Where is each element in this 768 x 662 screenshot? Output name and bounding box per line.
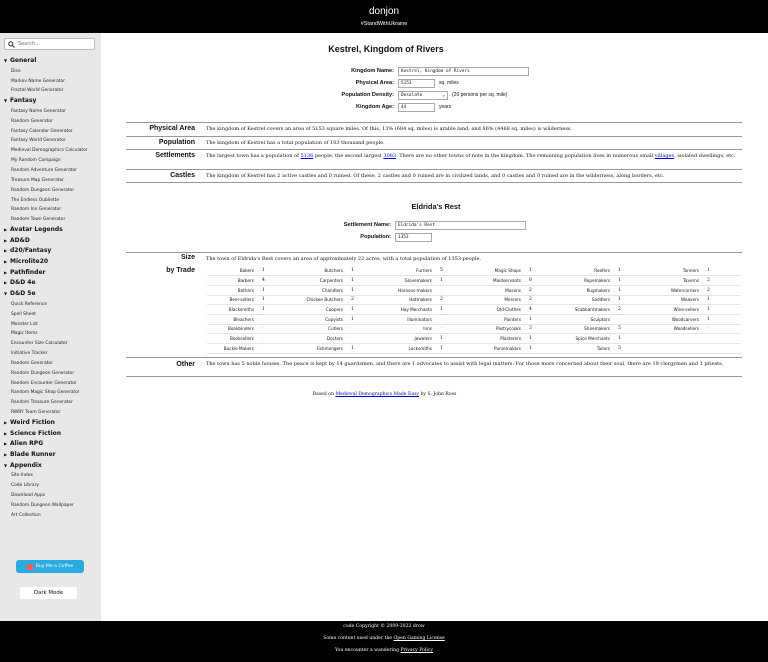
trade-count: 1	[348, 276, 385, 286]
sidebar-item[interactable]: Fantasy Calendar Generator	[11, 128, 73, 134]
trade-count: 1	[704, 305, 741, 315]
trade-name: Ropemakers	[563, 276, 615, 286]
sidebar-item[interactable]: Medieval Demographics Calculator	[11, 148, 88, 154]
trade-count: 2	[348, 295, 385, 305]
trade-name: Chandlers	[296, 285, 348, 295]
trade-name: Doctors	[296, 334, 348, 344]
trade-name: Painters	[474, 314, 526, 324]
trade-count: -	[348, 324, 385, 334]
sidebar-item[interactable]: Dice	[11, 68, 21, 74]
trade-name: Pursemakers	[474, 344, 526, 354]
trade-name: Wine-sellers	[652, 305, 704, 315]
trade-name: Woodcarvers	[652, 314, 704, 324]
trade-name: Scabbardmakers	[563, 305, 615, 315]
trade-count: 2	[437, 295, 474, 305]
table-row	[207, 266, 741, 276]
table-row	[207, 276, 741, 286]
sidebar-item[interactable]: Fantasy World Generator	[11, 138, 66, 144]
open-gaming-license-link[interactable]: Open Gaming License	[393, 636, 445, 641]
trade-name: Chicken Butchers	[296, 295, 348, 305]
trade-count: 1	[259, 285, 296, 295]
town-population-label: Population:	[360, 234, 391, 240]
trade-name: Furriers	[385, 266, 437, 276]
sidebar-section-label: Blade Runner	[10, 451, 56, 459]
triangle-right-icon: ▶	[4, 280, 8, 286]
sidebar-section[interactable]	[0, 450, 101, 461]
trade-name: Harness-makers	[385, 285, 437, 295]
trade-count: 2	[526, 285, 563, 295]
sidebar	[0, 33, 101, 621]
trade-heading: by Trade	[166, 267, 195, 274]
other-heading: Other	[176, 361, 195, 368]
castles-heading: Castles	[170, 172, 195, 179]
sidebar-section-label: Microlite20	[10, 258, 49, 266]
trade-count: -	[259, 334, 296, 344]
population-density-unit: (20 persons per sq. mile)	[452, 92, 508, 98]
sidebar-item[interactable]: Code Library	[11, 483, 39, 489]
trade-count: 5	[437, 266, 474, 276]
size-section	[126, 252, 742, 266]
trade-count: 3	[526, 324, 563, 334]
trade-name: Pastrycooks	[474, 324, 526, 334]
trade-name: Plasterers	[474, 334, 526, 344]
trade-count: 4	[259, 276, 296, 286]
size-heading: Size	[180, 254, 195, 261]
sidebar-item[interactable]: Random Adventure Generator	[11, 167, 77, 173]
settlements-text	[206, 153, 738, 160]
sidebar-section-label: D&D 4e	[10, 279, 36, 287]
sidebar-item[interactable]: Fractal World Generator	[11, 88, 64, 94]
sidebar-section-label: AD&D	[10, 236, 30, 244]
buy-me-a-coffee-button[interactable]	[16, 560, 84, 573]
trade-count: 1	[526, 266, 563, 276]
trade-count: 1	[615, 285, 652, 295]
table-row	[207, 334, 741, 344]
site-footer	[0, 621, 768, 662]
table-row	[207, 344, 741, 354]
trade-count: 1	[615, 334, 652, 344]
kingdom-title: Kestrel, Kingdom of Rivers	[328, 44, 444, 54]
triangle-right-icon: ▶	[4, 430, 8, 436]
kingdom-name-label: Kingdom Name:	[351, 68, 394, 74]
sidebar-section[interactable]	[0, 225, 101, 236]
copyright-line: code Copyright © 2009-2022 drow	[343, 624, 425, 629]
trade-name: Hay Merchants	[385, 305, 437, 315]
table-row	[207, 295, 741, 305]
dark-mode-button[interactable]: Dark Mode	[20, 587, 77, 599]
sidebar-item[interactable]: Encounter Size Calculator	[11, 341, 68, 347]
credit-suffix: by S. John Ross	[419, 392, 457, 397]
triangle-right-icon: ▶	[4, 259, 8, 265]
population-density-value: Desolate	[401, 92, 423, 98]
sidebar-item[interactable]: Random Encounter Generator	[11, 380, 77, 386]
trade-count: 1	[526, 344, 563, 354]
site-header	[0, 0, 768, 33]
trade-name: Glovemakers	[385, 276, 437, 286]
sidebar-section[interactable]	[0, 278, 101, 289]
trade-name: Jewelers	[385, 334, 437, 344]
physical-area-label: Physical Area:	[355, 80, 394, 86]
trade-name: Weavers	[652, 295, 704, 305]
settlements-text-part: , isolated dwellings, etc.	[674, 153, 736, 159]
trade-count: -	[259, 324, 296, 334]
trade-name: Masons	[474, 285, 526, 295]
trade-count: 1	[437, 305, 474, 315]
triangle-right-icon: ▶	[4, 269, 8, 275]
town-population-row	[313, 232, 432, 242]
population-density-label: Population Density:	[341, 92, 394, 98]
trade-name: Buckle Makers	[207, 344, 259, 354]
trade-count: 4	[526, 305, 563, 315]
trade-count: 1	[348, 266, 385, 276]
sidebar-section[interactable]	[0, 246, 101, 257]
demographics-link[interactable]: Medieval Demographics Made Easy	[335, 392, 420, 397]
trade-name: Cutlers	[296, 324, 348, 334]
trade-count: 1	[437, 344, 474, 354]
sidebar-section-label: d20/Fantasy	[10, 247, 52, 255]
kingdom-age-row	[298, 102, 451, 112]
settlements-text-part: The largest town has a population of	[206, 153, 301, 159]
other-text: The town has 5 noble houses. The peace is kept by 14 guardsmen, and there are 1 advocates to assist with legal matters. For those more concerned about their soul, there are 19 clergymen and 1 priests.	[206, 361, 724, 367]
sidebar-item[interactable]: Initiative Tracker	[11, 351, 48, 357]
population-density-select[interactable]	[398, 91, 448, 100]
settlement-name-row	[313, 220, 526, 230]
physical-area-heading: Physical Area	[149, 125, 195, 132]
trade-count: 2	[704, 285, 741, 295]
sidebar-item[interactable]: Art Collection	[11, 512, 41, 518]
trade-count: 1	[259, 266, 296, 276]
trade-table	[207, 266, 741, 354]
sidebar-item[interactable]: Random Dungeon Wallpaper	[11, 502, 74, 508]
trade-count: 3	[615, 344, 652, 354]
sidebar-item[interactable]: Random Magic Shop Generator	[11, 390, 80, 396]
table-row	[207, 305, 741, 315]
settlement-name-label: Settlement Name:	[343, 222, 391, 228]
sidebar-item[interactable]: Random Generator	[11, 360, 53, 366]
sidebar-item[interactable]: Magic Items	[11, 331, 38, 337]
trade-count: -	[348, 334, 385, 344]
credit-prefix: Based on	[312, 392, 336, 397]
sidebar-section[interactable]	[0, 236, 101, 247]
largest-town-link[interactable]: 5136	[300, 153, 314, 159]
settlements-text-part: . There are no other towns of note in the kingdom. The remaining population lives in numerous small	[396, 153, 655, 159]
triangle-right-icon: ▶	[4, 452, 8, 458]
sidebar-section-label: Fantasy	[10, 97, 37, 105]
sidebar-section[interactable]	[0, 429, 101, 440]
sidebar-item[interactable]: Monster List	[11, 321, 38, 327]
sidebar-section[interactable]	[0, 461, 101, 472]
triangle-down-icon: ▼	[4, 462, 8, 468]
trade-count: -	[437, 324, 474, 334]
trade-name: Bleachers	[207, 314, 259, 324]
trade-count: 1	[704, 266, 741, 276]
sidebar-section[interactable]	[0, 268, 101, 279]
trade-name: Spice Merchants	[563, 334, 615, 344]
sidebar-section[interactable]	[0, 289, 101, 300]
trade-count: 1	[615, 276, 652, 286]
sidebar-section[interactable]	[0, 257, 101, 268]
sidebar-section-label: Alien RPG	[10, 440, 44, 448]
search-box[interactable]	[4, 38, 95, 50]
trade-count: -	[704, 324, 741, 334]
coffee-cup-icon	[27, 564, 33, 570]
trade-name: Taverns	[652, 276, 704, 286]
trade-name: Barbers	[207, 276, 259, 286]
trade-name: Shoemakers	[563, 324, 615, 334]
credit-line	[101, 392, 668, 397]
kingdom-age-input[interactable]: 44	[398, 103, 435, 112]
physical-area-unit: sq. miles	[439, 80, 459, 86]
sidebar-section-label: Science Fiction	[10, 429, 62, 437]
trade-count: 1	[437, 334, 474, 344]
trade-count: 1	[437, 276, 474, 286]
sidebar-item[interactable]: Site Index	[11, 473, 33, 479]
trade-count: -	[259, 344, 296, 354]
trade-name: Inns	[385, 324, 437, 334]
trade-name: Illuminators	[385, 314, 437, 324]
triangle-right-icon: ▶	[4, 248, 8, 254]
triangle-down-icon: ▼	[4, 291, 8, 297]
trade-name: Woodsellers	[652, 324, 704, 334]
sidebar-section-label: Pathfinder	[10, 268, 46, 276]
trade-count: 1	[704, 295, 741, 305]
sidebar-section[interactable]	[0, 96, 101, 107]
privacy-policy-link[interactable]: Privacy Policy	[400, 648, 433, 653]
sidebar-section-label: Weird Fiction	[10, 418, 55, 426]
town-title: Eldrida's Rest	[411, 202, 461, 211]
physical-area-section	[126, 122, 742, 136]
triangle-right-icon: ▶	[4, 419, 8, 425]
sidebar-item[interactable]: My Random Campaign	[11, 158, 61, 164]
sidebar-item[interactable]: The Endless Oubliette	[11, 197, 60, 203]
trade-name: Tanners	[652, 266, 704, 276]
town-population-input[interactable]: 1353	[395, 233, 432, 242]
trade-count: 2	[615, 305, 652, 315]
trade-name: Bathers	[207, 285, 259, 295]
trade-name: Rugmakers	[563, 285, 615, 295]
trade-name: Tailors	[563, 344, 615, 354]
triangle-right-icon: ▶	[4, 441, 8, 447]
sidebar-section-label: General	[10, 57, 37, 64]
trade-name: Beer-sellers	[207, 295, 259, 305]
kingdom-name-input[interactable]: Kestrel, Kingdom of Rivers	[398, 67, 529, 76]
sidebar-section[interactable]	[0, 56, 101, 67]
trade-name: Sculptors	[563, 314, 615, 324]
settlements-section	[126, 149, 742, 169]
trade-count: -	[259, 314, 296, 324]
trade-count: 2	[704, 276, 741, 286]
castles-text: The kingdom of Kestrel has 2 active castles and 0 ruined. Of these, 2 castles and 0 ruined are in civilized lands, and 0 castles and 0 ruined are in the wilderness, along borders, etc.	[206, 173, 665, 179]
population-heading: Population	[158, 139, 195, 146]
trade-name: Booksellers	[207, 334, 259, 344]
castles-section	[126, 169, 742, 183]
triangle-right-icon: ▶	[4, 227, 8, 233]
sidebar-item[interactable]: Spell Sheet	[11, 311, 36, 317]
table-row	[207, 314, 741, 324]
trade-count: 1	[526, 334, 563, 344]
chevron-down-icon: ⌄	[442, 92, 445, 98]
sidebar-item[interactable]: RWBY Team Generator	[11, 410, 61, 416]
license-prefix: Some content used under the	[323, 636, 394, 641]
sidebar-section-label: Avatar Legends	[10, 226, 63, 234]
trade-count: 1	[704, 314, 741, 324]
coffee-label: Buy Me a Coffee	[35, 564, 74, 569]
triangle-right-icon: ▶	[4, 237, 8, 243]
sidebar-item[interactable]: Random Generator	[11, 118, 53, 124]
trade-count: -	[615, 314, 652, 324]
trade-name: Bookbinders	[207, 324, 259, 334]
triangle-down-icon: ▼	[4, 58, 8, 63]
search-input[interactable]	[18, 41, 88, 47]
sidebar-item[interactable]: Random Dungeon Generator	[11, 370, 75, 376]
trade-name: Maidservants	[474, 276, 526, 286]
sidebar-item[interactable]: Random Town Generator	[11, 217, 66, 223]
trade-count: 1	[615, 295, 652, 305]
trade-name: Bakers	[207, 266, 259, 276]
population-section	[126, 136, 742, 150]
trade-name: Hatmakers	[385, 295, 437, 305]
trade-count: 1	[259, 305, 296, 315]
main-content	[101, 33, 768, 621]
license-line	[0, 633, 768, 645]
sidebar-nav	[0, 56, 101, 521]
trade-count: 1	[348, 285, 385, 295]
sidebar-section[interactable]	[0, 439, 101, 450]
trade-count: 1	[348, 344, 385, 354]
search-icon	[8, 41, 15, 48]
trade-count: 1	[615, 266, 652, 276]
trade-name: Coopers	[296, 305, 348, 315]
trade-name: Mercers	[474, 295, 526, 305]
triangle-down-icon: ▼	[4, 98, 8, 104]
trade-name: Copyists	[296, 314, 348, 324]
trade-name: Fishmongers	[296, 344, 348, 354]
sidebar-item[interactable]: Random Dungeon Generator	[11, 187, 75, 193]
trade-name: Magic Shops	[474, 266, 526, 276]
trade-name	[652, 334, 704, 344]
table-row	[207, 324, 741, 334]
trade-count	[704, 344, 741, 354]
table-row	[207, 285, 741, 295]
population-density-row	[298, 90, 507, 100]
sidebar-section-label: D&D 5e	[10, 290, 36, 298]
size-text: The town of Eldrida's Rest covers an area of approximately 22 acres, with a total population of 1353 people.	[206, 256, 482, 262]
physical-area-row	[298, 78, 459, 88]
settlements-text-part: people, the second largest	[313, 153, 384, 159]
villages-link[interactable]: villages	[654, 153, 675, 159]
sidebar-section[interactable]	[0, 418, 101, 429]
trade-count: 2	[526, 295, 563, 305]
kingdom-name-row	[298, 66, 529, 76]
sidebar-item[interactable]: Download Apps	[11, 493, 46, 499]
second-town-link[interactable]: 3083	[383, 153, 397, 159]
trade-name: Locksmiths	[385, 344, 437, 354]
population-text: The kingdom of Kestrel has a total population of 103 thousand people.	[206, 140, 385, 146]
trade-name: Butchers	[296, 266, 348, 276]
settlement-name-input[interactable]: Eldrida's Rest	[395, 221, 526, 230]
trade-name: Saddlers	[563, 295, 615, 305]
sidebar-item[interactable]: Markov Name Generator	[11, 78, 65, 84]
trade-count: 5	[615, 324, 652, 334]
trade-count: 1	[526, 314, 563, 324]
other-section	[126, 357, 742, 377]
trade-name: Roofers	[563, 266, 615, 276]
physical-area-input[interactable]: 5153	[398, 79, 435, 88]
trade-name	[652, 344, 704, 354]
trade-count	[704, 334, 741, 344]
trade-count: 8	[526, 276, 563, 286]
sidebar-item[interactable]: Treasure Map Generator	[11, 177, 64, 183]
trade-count: 1	[348, 314, 385, 324]
trade-name: Carpenters	[296, 276, 348, 286]
trade-count: -	[437, 314, 474, 324]
trade-name: Old-Clothes	[474, 305, 526, 315]
sidebar-item[interactable]: Fantasy Name Generator	[11, 108, 66, 114]
sidebar-item[interactable]: Quick Reference	[11, 301, 47, 307]
trade-count: 1	[348, 305, 385, 315]
trade-name: Blacksmiths	[207, 305, 259, 315]
physical-area-text: The kingdom of Kestrel covers an area of 5153 square miles. Of this, 13% (684 sq. miles) is arable land, and 86% (4468 sq. miles) is wilderness.	[206, 126, 573, 132]
site-title[interactable]: donjon	[368, 6, 400, 17]
privacy-line	[0, 645, 768, 657]
settlements-heading: Settlements	[155, 152, 195, 159]
trade-count: -	[437, 285, 474, 295]
sidebar-section-label: Appendix	[10, 461, 42, 469]
kingdom-age-unit: years	[439, 104, 452, 110]
site-tagline[interactable]: #StandWithUkraine	[360, 21, 408, 27]
sidebar-item[interactable]: Random Inn Generator	[11, 207, 62, 213]
sidebar-item[interactable]: Random Treasure Generator	[11, 400, 73, 406]
privacy-prefix: You encounter a wandering	[335, 648, 401, 653]
kingdom-age-label: Kingdom Age:	[355, 104, 394, 110]
trade-count: 1	[259, 295, 296, 305]
trade-name: Watercarriers	[652, 285, 704, 295]
